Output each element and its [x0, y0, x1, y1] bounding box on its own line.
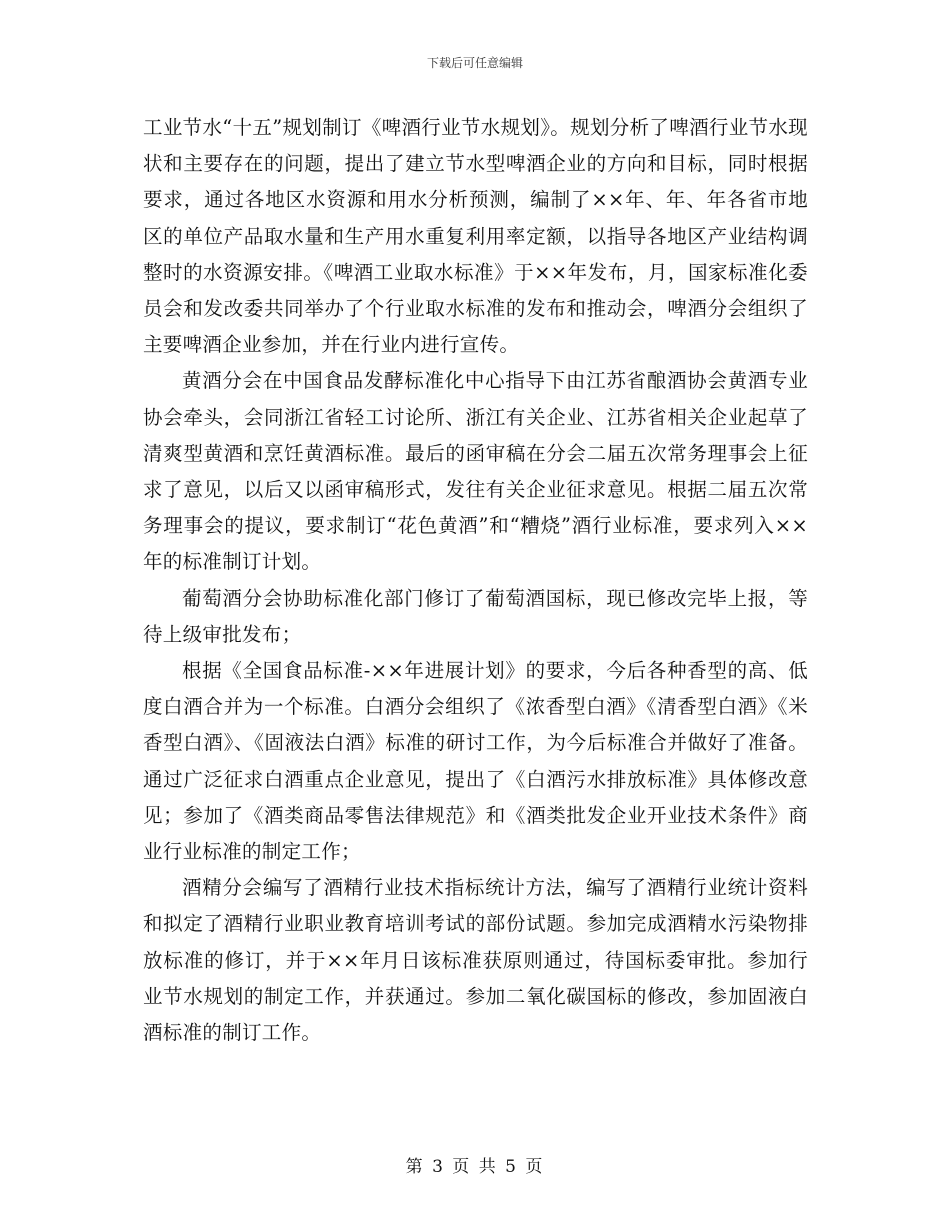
paragraph-beer-water-saving: 工业节水“十五”规划制订《啤酒行业节水规划》。规划分析了啤酒行业节水现状和主要存在的问题，提出了建立节水型啤酒企业的方向和目标，同时根据要求，通过各地区水资源和用水分析预测，编制了××年、年、年各省市地区的单位产品取水量和生产用水重复利用率定额，以指导各地区产业结构调整时的水资源安排。《啤酒工业取水标准》于××年发布，月，国家标准化委员会和发改委共同举办了个行业取水标准的发布和推动会，啤酒分会组织了主要啤酒企业参加，并在行业内进行宣传。 [143, 116, 808, 357]
page-number-footer: 第 3 页 共 5 页 [405, 1157, 545, 1177]
paragraph-alcohol: 酒精分会编写了酒精行业技术指标统计方法，编写了酒精行业统计资料和拟定了酒精行业职业教育培训考试的部份试题。参加完成酒精水污染物排放标准的修订，并于××年月日该标准获原则通过，待国标委审批。参加行业节水规划的制定工作，并获通过。参加二氧化碳国标的修改，参加固液白酒标准的制订工作。 [143, 876, 808, 1045]
paragraph-yellow-wine: 黄酒分会在中国食品发酵标准化中心指导下由江苏省酿酒协会黄酒专业协会牵头，会同浙江省轻工讨论所、浙江有关企业、江苏省相关企业起草了清爽型黄酒和烹饪黄酒标准。最后的函审稿在分会二届五次常务理事会上征求了意见，以后又以函审稿形式，发往有关企业征求意见。根据二届五次常务理事会的提议，要求制订“花色黄酒”和“糟烧”酒行业标准，要求列入××年的标准制订计划。 [143, 369, 808, 574]
page-header: 下载后可任意编辑 [426, 56, 523, 70]
paragraph-grape-wine: 葡萄酒分会协助标准化部门修订了葡萄酒国标，现已修改完毕上报，等待上级审批发布； [143, 586, 808, 646]
document-body [143, 110, 808, 1051]
paragraph-baijiu: 根据《全国食品标准-××年进展计划》的要求，今后各种香型的高、低度白酒合并为一个标准。白酒分会组织了《浓香型白酒》《清香型白酒》《米香型白酒》、《固液法白酒》标准的研讨工作，为今后标准合并做好了准备。通过广泛征求白酒重点企业意见，提出了《白酒污水排放标准》具体修改意见；参加了《酒类商品零售法律规范》和《酒类批发企业开业技术条件》商业行业标准的制定工作； [143, 659, 808, 864]
